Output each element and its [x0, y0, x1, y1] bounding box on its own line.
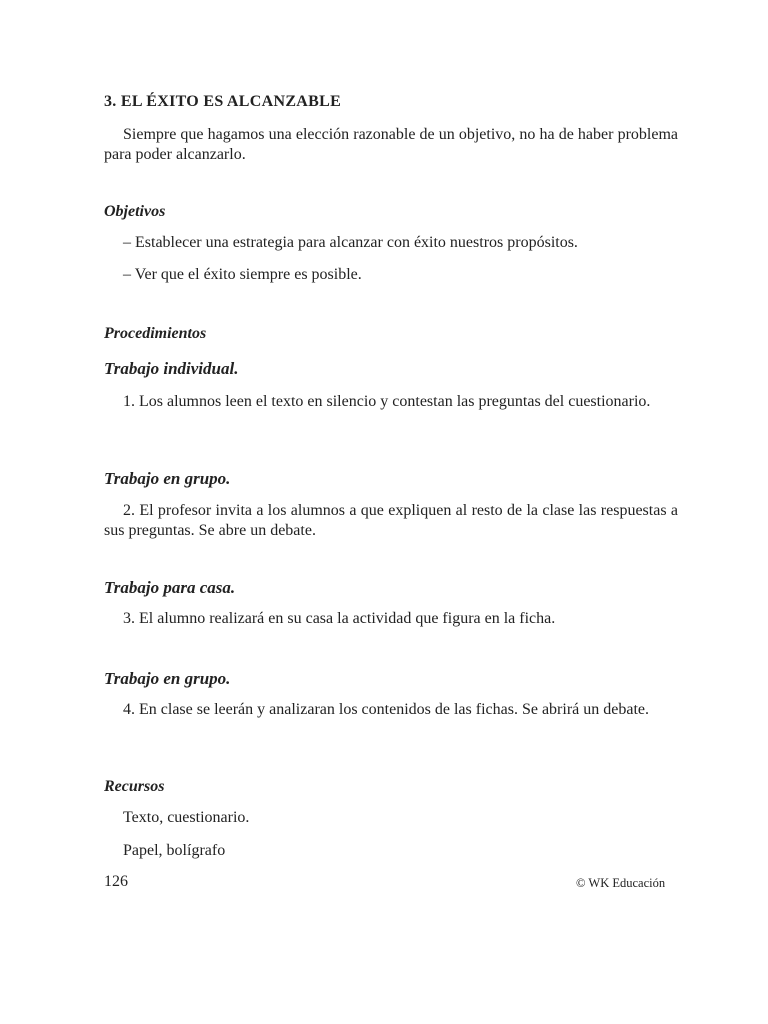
step-1-text: 1. Los alumnos leen el texto en silencio y contestan las preguntas del cuestionario.: [123, 393, 651, 410]
procedures-heading: Procedimientos: [104, 325, 207, 342]
step-4-subheading: Trabajo en grupo.: [104, 669, 231, 688]
resource-item-1: Texto, cuestionario.: [123, 809, 250, 826]
step-3-text: 3. El alumno realizará en su casa la actividad que figura en la ficha.: [123, 610, 556, 627]
objectives-heading: Objetivos: [104, 203, 166, 220]
resources-heading: Recursos: [104, 778, 165, 795]
objective-item-1: – Establecer una estrategia para alcanzar con éxito nuestros propósitos.: [123, 234, 578, 251]
page-number: 126: [104, 873, 128, 890]
step-4-text: 4. En clase se leerán y analizaran los contenidos de las fichas. Se abrirá un debate.: [123, 701, 650, 718]
step-2-subheading: Trabajo en grupo.: [104, 469, 231, 488]
intro-paragraph: Siempre que hagamos una elección razonable de un objetivo, no ha de haber problema para poder alcanzarlo.: [104, 126, 678, 163]
step-3-subheading: Trabajo para casa.: [104, 578, 236, 597]
step-1-subheading: Trabajo individual.: [104, 359, 239, 378]
resource-item-2: Papel, bolígrafo: [123, 842, 226, 859]
objective-item-2: – Ver que el éxito siempre es posible.: [123, 266, 362, 283]
copyright-notice: © WK Educación: [576, 876, 666, 890]
step-2-text: 2. El profesor invita a los alumnos a que expliquen al resto de la clase las respuestas a sus preguntas. Se abre un debate.: [104, 502, 678, 539]
page-title: 3. EL ÉXITO ES ALCANZABLE: [104, 93, 342, 110]
